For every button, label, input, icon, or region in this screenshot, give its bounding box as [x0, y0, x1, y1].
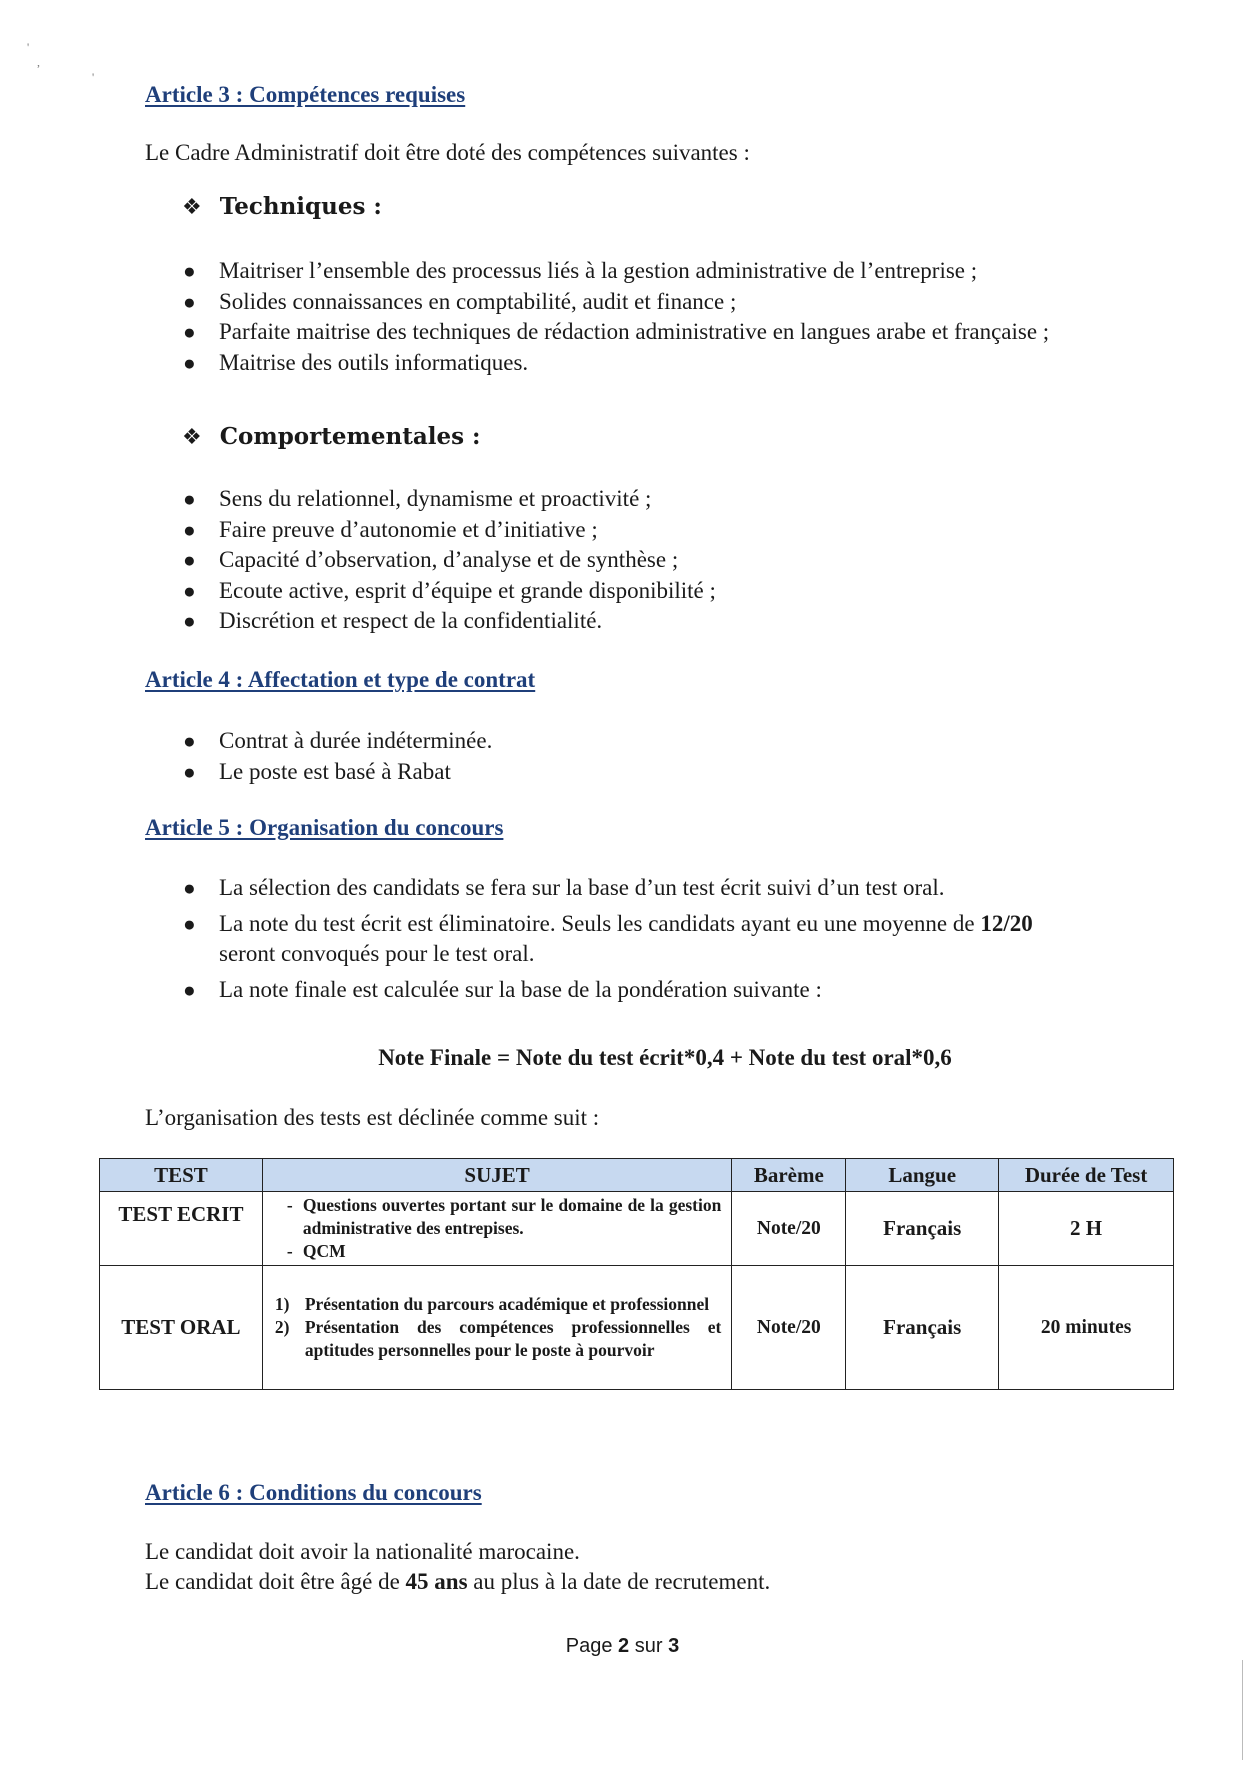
- subject-item-marker: -: [286, 1195, 293, 1215]
- bullet-dot-icon: ●: [183, 911, 196, 936]
- list-item-text: Le poste est basé à Rabat: [219, 758, 451, 784]
- list-item-text: La sélection des candidats se fera sur la base d’un test écrit suivi d’un test oral.: [219, 875, 945, 900]
- subject-item: [275, 1316, 722, 1362]
- list-item-text: La note du test écrit est éliminatoire. Seuls les candidats ayant eu une moyenne de: [219, 910, 981, 936]
- list-item-text: Maitrise des outils informatiques.: [219, 349, 529, 375]
- final-grade-formula: Note Finale = Note du test écrit*0,4 + Note du test oral*0,6: [378, 1045, 952, 1070]
- scan-speck: ,: [37, 55, 40, 69]
- article-4-heading: Article 4 : Affectation et type de contrat: [145, 667, 536, 692]
- list-item: [0, 317, 1049, 348]
- list-item: [0, 256, 1049, 287]
- list-item: [0, 348, 1049, 379]
- test-oral-duree: 20 minutes: [999, 1266, 1174, 1390]
- test-ecrit-bareme: Note/20: [732, 1192, 846, 1266]
- scan-edge-line: [1242, 1660, 1243, 1760]
- list-item: [0, 515, 716, 546]
- list-item: [0, 484, 716, 515]
- subject-item-text: Questions ouvertes portant sur le domaine de la gestion administrative des entrepises.: [302, 1195, 722, 1238]
- subject-item-marker: 2): [274, 1317, 290, 1337]
- techniques-list: [0, 256, 1049, 378]
- test-oral-subject: [262, 1266, 732, 1390]
- list-item-text: Parfaite maitrise des techniques de rédaction administrative en langues arabe et française ;: [219, 319, 1050, 344]
- bullet-dot-icon: ●: [183, 289, 196, 314]
- bullet-dot-icon: ●: [183, 729, 196, 753]
- col-header-bareme: Barème: [732, 1159, 846, 1192]
- list-item: [0, 545, 716, 576]
- contest-list: [0, 873, 1033, 1005]
- age-condition: [145, 1566, 770, 1597]
- passing-grade: 12/20: [980, 910, 1033, 936]
- total-pages: 3: [668, 1635, 680, 1657]
- bullet-dot-icon: ●: [183, 977, 196, 1002]
- tests-organisation-intro: L’organisation des tests est déclinée comme suit :: [145, 1105, 600, 1130]
- test-ecrit-langue: Français: [846, 1192, 999, 1266]
- bullet-dot-icon: ●: [183, 517, 196, 542]
- test-ecrit-subject: [262, 1192, 732, 1266]
- page-of-label: sur: [634, 1635, 663, 1657]
- nationality-condition: Le candidat doit avoir la nationalité marocaine.: [145, 1539, 580, 1564]
- list-item: [0, 606, 716, 637]
- subject-item: [275, 1293, 722, 1316]
- bullet-dot-icon: ●: [183, 548, 196, 572]
- list-item: [0, 576, 716, 607]
- four-diamond-icon: ❖: [182, 195, 202, 220]
- page-label: Page: [565, 1635, 613, 1657]
- list-item-text: Sens du relationnel, dynamisme et proactivité ;: [219, 486, 652, 511]
- col-header-sujet: SUJET: [262, 1159, 732, 1192]
- test-oral-name: TEST ORAL: [100, 1266, 263, 1390]
- bullet-dot-icon: ●: [183, 259, 196, 283]
- test-oral-langue: Français: [846, 1266, 999, 1390]
- comportementales-subheading: [182, 423, 481, 450]
- list-item: [0, 873, 1033, 904]
- bullet-dot-icon: ●: [183, 759, 196, 784]
- test-ecrit-name: TEST ECRIT: [100, 1192, 263, 1266]
- col-header-langue: Langue: [846, 1159, 999, 1192]
- list-item-text: La note finale est calculée sur la base de la pondération suivante :: [219, 976, 822, 1002]
- bullet-dot-icon: ●: [183, 609, 196, 633]
- bullet-dot-icon: ●: [183, 350, 196, 375]
- age-condition-text-end: au plus à la date de recrutement.: [467, 1569, 771, 1594]
- table-row: [100, 1192, 1174, 1266]
- comportementales-list: [0, 484, 716, 637]
- subject-item-text: Présentation du parcours académique et professionnel: [304, 1294, 710, 1314]
- subject-item: [275, 1240, 722, 1263]
- list-item: [0, 975, 1033, 1006]
- list-item-text: Contrat à durée indéterminée.: [219, 728, 493, 753]
- max-age: 45 ans: [405, 1569, 468, 1594]
- tests-table: [99, 1158, 1174, 1390]
- subject-item: [275, 1194, 722, 1240]
- techniques-title: Techniques :: [219, 193, 382, 220]
- bullet-dot-icon: ●: [183, 320, 196, 344]
- list-item-text: Solides connaissances en comptabilité, audit et finance ;: [219, 288, 737, 314]
- contract-list: [0, 726, 492, 787]
- page-number: 2: [618, 1635, 630, 1657]
- bullet-dot-icon: ●: [183, 487, 196, 511]
- page-footer: [0, 1635, 1245, 1658]
- col-header-duree: Durée de Test: [999, 1159, 1174, 1192]
- list-item-text: Ecoute active, esprit d’équipe et grande disponibilité ;: [219, 577, 716, 603]
- article-6-heading: Article 6 : Conditions du concours: [145, 1480, 482, 1505]
- subject-item-text: Présentation des compétences professionnelles et aptitudes personnelles pour le poste à pourvoir: [304, 1317, 722, 1360]
- article-3-intro: Le Cadre Administratif doit être doté des compétences suivantes :: [145, 140, 750, 165]
- list-item: [0, 909, 1033, 970]
- test-ecrit-duree: 2 H: [999, 1192, 1174, 1266]
- scan-speck: ': [92, 70, 95, 84]
- list-item-text: Faire preuve d’autonomie et d’initiative ;: [219, 516, 598, 542]
- subject-item-marker: 1): [274, 1294, 290, 1314]
- list-item-text-continued: seront convoqués pour le test oral.: [219, 941, 535, 966]
- list-item: [0, 757, 492, 788]
- col-header-test: TEST: [100, 1159, 263, 1192]
- techniques-subheading: [182, 193, 382, 220]
- list-item: [0, 287, 1049, 318]
- table-row: [100, 1266, 1174, 1390]
- list-item-text: Discrétion et respect de la confidentialité.: [219, 608, 603, 633]
- article-3-heading: Article 3 : Compétences requises: [145, 82, 466, 107]
- bullet-dot-icon: ●: [183, 876, 196, 900]
- comportementales-title: Comportementales :: [219, 423, 481, 450]
- bullet-dot-icon: ●: [183, 578, 196, 603]
- list-item-text: Maitriser l’ensemble des processus liés à la gestion administrative de l’entreprise ;: [219, 258, 978, 283]
- four-diamond-icon: ❖: [182, 425, 202, 450]
- scan-speck: ': [27, 40, 30, 54]
- subject-item-text: QCM: [302, 1241, 346, 1261]
- subject-item-marker: -: [286, 1241, 293, 1261]
- age-condition-text: Le candidat doit être âgé de: [145, 1569, 406, 1594]
- list-item-text: Capacité d’observation, d’analyse et de synthèse ;: [219, 547, 679, 572]
- article-5-heading: Article 5 : Organisation du concours: [145, 815, 504, 840]
- list-item: [0, 726, 492, 757]
- test-oral-bareme: Note/20: [732, 1266, 846, 1390]
- table-header-row: [100, 1159, 1174, 1192]
